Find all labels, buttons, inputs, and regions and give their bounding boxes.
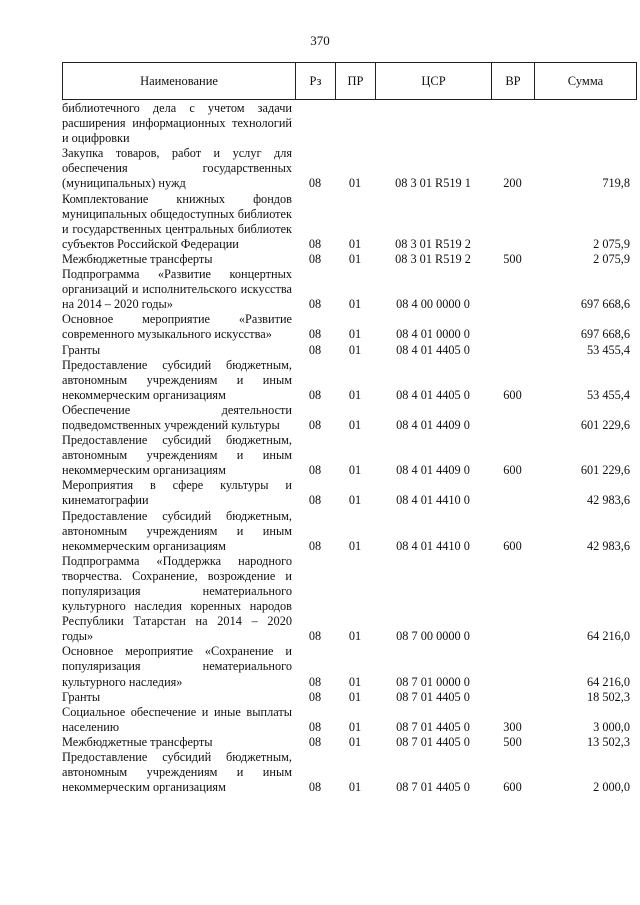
row-name: Предоставление субсидий бюджетным, автономным учреждениям и иным некоммерческим организациям (62, 508, 292, 553)
row-rz: 08 (308, 417, 322, 432)
row-csr: 08 7 01 4405 0 (396, 689, 470, 704)
row-name: Предоставление субсидий бюджетным, автономным учреждениям и иным некоммерческим организациям (62, 357, 292, 402)
row-sum: 2 000,0 (593, 780, 630, 795)
table-row (62, 433, 636, 478)
row-sum: 18 502,3 (586, 689, 630, 704)
row-vr (491, 644, 534, 689)
row-rz: 08 (308, 297, 322, 312)
row-csr: 08 3 01 R519 2 (395, 236, 471, 251)
header-sum: Сумма (535, 63, 637, 100)
row-pr: 01 (348, 780, 362, 795)
row-name: Основное мероприятие «Сохранение и популяризация нематериального культурного наследия» (62, 644, 292, 689)
table-row (62, 750, 636, 795)
row-csr: 08 4 01 4409 0 (396, 417, 470, 432)
table-row (62, 478, 636, 508)
row-name: Гранты (62, 342, 101, 357)
table-body (62, 101, 636, 795)
row-vr (491, 403, 534, 433)
row-csr: 08 4 01 4409 0 (396, 463, 470, 478)
row-sum: 64 216,0 (586, 674, 630, 689)
row-vr: 300 (503, 719, 522, 734)
table-row (62, 403, 636, 433)
row-rz: 08 (308, 236, 322, 251)
row-rz: 08 (308, 734, 322, 749)
row-pr: 01 (348, 297, 362, 312)
table-row (62, 690, 636, 705)
row-pr: 01 (348, 538, 362, 553)
table-row (62, 146, 636, 191)
header-vr: ВР (492, 63, 535, 100)
row-csr: 08 4 01 4405 0 (396, 342, 470, 357)
row-pr: 01 (348, 463, 362, 478)
table-row (62, 509, 636, 554)
row-vr (491, 267, 534, 312)
row-sum: 601 229,6 (580, 417, 630, 432)
row-sum: 13 502,3 (586, 734, 630, 749)
row-csr: 08 7 00 0000 0 (396, 629, 470, 644)
row-vr: 600 (503, 538, 522, 553)
row-sum: 2 075,9 (593, 251, 630, 266)
row-name: Комплектование книжных фондов муниципальных общедоступных библиотек и государственных центральных библиотек субъектов Российской Федерации (62, 191, 292, 251)
row-name: Подпрограмма «Развитие концертных организаций и исполнительского искусства на 2014 – 2020 годы» (62, 267, 292, 312)
row-rz: 08 (308, 689, 322, 704)
row-rz: 08 (308, 176, 322, 191)
row-sum: 64 216,0 (586, 629, 630, 644)
row-pr (335, 101, 375, 146)
row-pr: 01 (348, 387, 362, 402)
table-row (62, 705, 636, 735)
row-sum: 601 229,6 (580, 463, 630, 478)
row-csr: 08 7 01 0000 0 (396, 674, 470, 689)
row-vr (491, 690, 534, 705)
row-pr: 01 (348, 629, 362, 644)
table-row (62, 101, 636, 146)
row-sum: 3 000,0 (593, 719, 630, 734)
row-sum: 42 983,6 (586, 538, 630, 553)
row-pr: 01 (348, 417, 362, 432)
row-csr: 08 7 01 4405 0 (396, 734, 470, 749)
row-csr: 08 4 01 4410 0 (396, 493, 470, 508)
table-header (62, 62, 637, 100)
row-vr (491, 101, 534, 146)
row-name: Межбюджетные трансферты (62, 251, 213, 266)
row-csr: 08 4 01 0000 0 (396, 327, 470, 342)
row-csr: 08 4 01 4410 0 (396, 538, 470, 553)
row-rz: 08 (308, 538, 322, 553)
row-sum: 53 455,4 (586, 387, 630, 402)
row-sum: 697 668,6 (580, 327, 630, 342)
row-name: Закупка товаров, работ и услуг для обеспечения государственных (муниципальных) нужд (62, 146, 292, 191)
row-sum: 53 455,4 (586, 342, 630, 357)
row-csr: 08 4 00 0000 0 (396, 297, 470, 312)
row-name: библиотечного дела с учетом задачи расширения информационных технологий и оцифровки (62, 101, 292, 146)
row-pr: 01 (348, 674, 362, 689)
row-name: Гранты (62, 689, 101, 704)
page-number: 370 (310, 33, 330, 48)
row-pr: 01 (348, 719, 362, 734)
row-vr (491, 192, 534, 252)
row-rz: 08 (308, 387, 322, 402)
row-name: Обеспечение деятельности подведомственных учреждений культуры (62, 402, 292, 432)
row-vr: 600 (503, 780, 522, 795)
row-pr: 01 (348, 176, 362, 191)
row-rz: 08 (308, 719, 322, 734)
row-sum (534, 101, 636, 146)
row-name: Предоставление субсидий бюджетным, автономным учреждениям и иным некоммерческим организациям (62, 433, 292, 478)
row-rz: 08 (308, 674, 322, 689)
row-name: Социальное обеспечение и иные выплаты населению (62, 704, 292, 734)
row-vr (491, 343, 534, 358)
table-row (62, 644, 636, 689)
row-vr: 600 (503, 387, 522, 402)
row-pr: 01 (348, 327, 362, 342)
row-pr: 01 (348, 251, 362, 266)
row-vr: 500 (503, 251, 522, 266)
row-rz: 08 (308, 629, 322, 644)
table-row (62, 343, 636, 358)
table-row (62, 358, 636, 403)
row-csr (375, 101, 491, 146)
table-row (62, 252, 636, 267)
row-rz: 08 (308, 251, 322, 266)
header-rz: Рз (296, 63, 336, 100)
row-rz (295, 101, 335, 146)
table-row (62, 554, 636, 645)
row-name: Основное мероприятие «Развитие современного музыкального искусства» (62, 312, 292, 342)
table-row (62, 735, 636, 750)
row-name: Подпрограмма «Поддержка народного творчества. Сохранение, возрождение и популяризация нематериального культурного наследия коренных народов Республики Татарстан на 2014 – 2020 годы» (62, 553, 292, 644)
budget-table (62, 101, 636, 795)
header-pr: ПР (336, 63, 376, 100)
row-pr: 01 (348, 342, 362, 357)
table-row (62, 312, 636, 342)
row-pr: 01 (348, 236, 362, 251)
row-vr (491, 554, 534, 645)
row-rz: 08 (308, 327, 322, 342)
row-pr: 01 (348, 493, 362, 508)
table-row (62, 192, 636, 252)
row-name: Мероприятия в сфере культуры и кинематографии (62, 478, 292, 508)
row-vr: 600 (503, 463, 522, 478)
row-rz: 08 (308, 780, 322, 795)
row-vr: 500 (503, 734, 522, 749)
row-rz: 08 (308, 463, 322, 478)
row-name: Предоставление субсидий бюджетным, автономным учреждениям и иным некоммерческим организациям (62, 750, 292, 795)
row-rz: 08 (308, 493, 322, 508)
row-csr: 08 3 01 R519 1 (395, 176, 471, 191)
row-sum: 2 075,9 (593, 236, 630, 251)
row-name: Межбюджетные трансферты (62, 734, 213, 749)
row-sum: 697 668,6 (580, 297, 630, 312)
row-pr: 01 (348, 689, 362, 704)
row-vr (491, 478, 534, 508)
row-sum: 719,8 (602, 176, 630, 191)
row-vr (491, 312, 534, 342)
row-sum: 42 983,6 (586, 493, 630, 508)
table-row (62, 267, 636, 312)
row-csr: 08 3 01 R519 2 (395, 251, 471, 266)
header-csr: ЦСР (376, 63, 492, 100)
row-csr: 08 7 01 4405 0 (396, 719, 470, 734)
row-pr: 01 (348, 734, 362, 749)
row-csr: 08 7 01 4405 0 (396, 780, 470, 795)
header-name: Наименование (63, 63, 296, 100)
row-rz: 08 (308, 342, 322, 357)
row-vr: 200 (503, 176, 522, 191)
row-csr: 08 4 01 4405 0 (396, 387, 470, 402)
